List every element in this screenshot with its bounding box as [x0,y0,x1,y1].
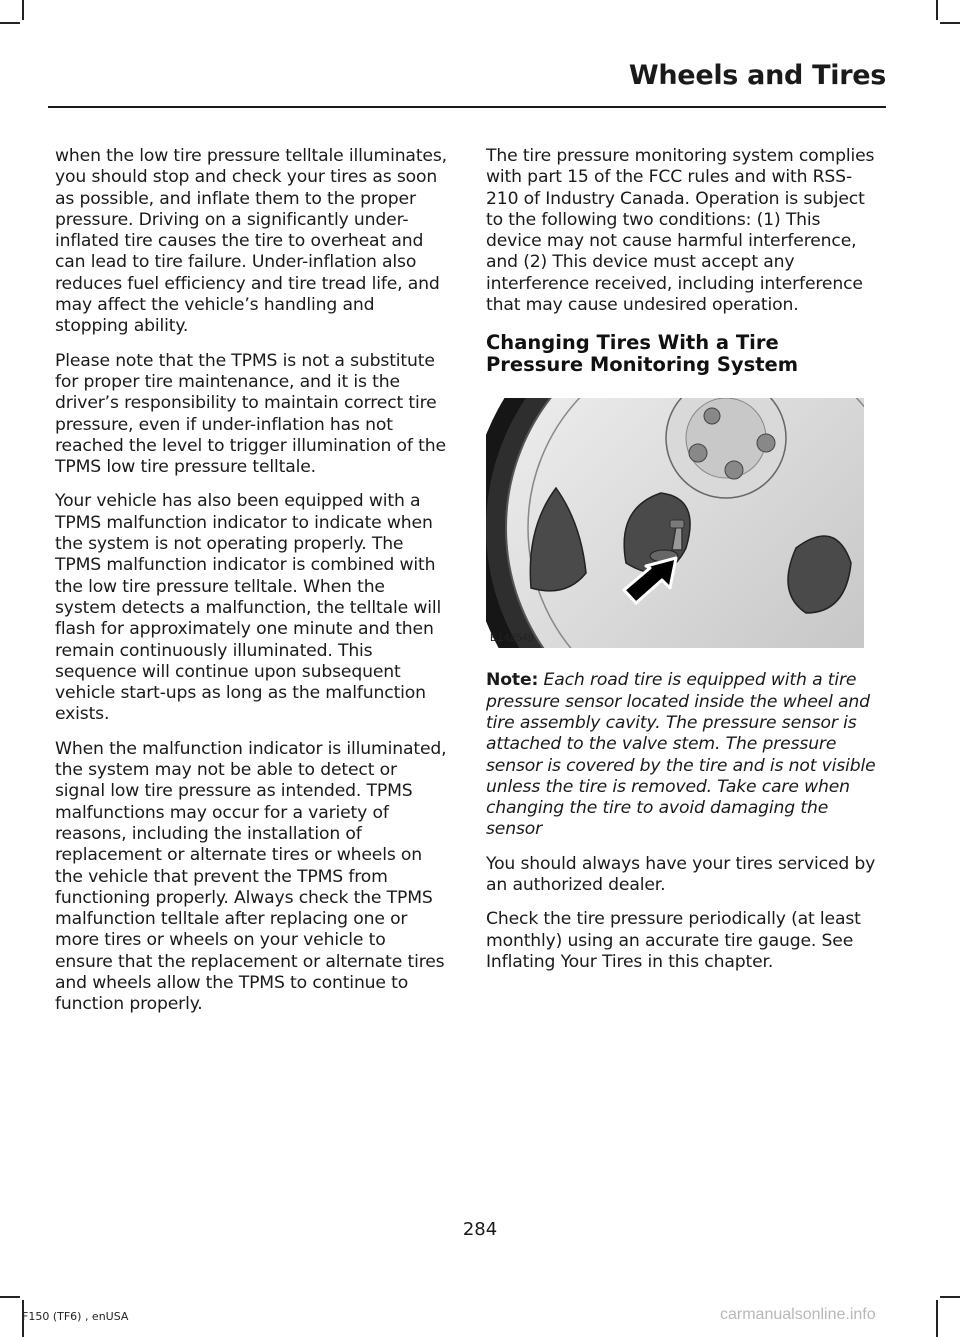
note-paragraph [486,670,880,840]
paragraph: Please note that the TPMS is not a substitute for proper tire maintenance, and it is the driver’s responsibility to maintain correct tire pressure, even if under-inflation has not reached the level to trigger illumination of the TPMS low tire pressure telltale. [55,350,446,478]
figure-id: E142549 [490,632,535,645]
wheel-illustration [486,398,864,648]
paragraph: When the malfunction indicator is illuminated, the system may not be able to detect or signal low tire pressure as intended. TPMS malfunctions may occur for a variety of reasons, including the installation of replacement or alternate tires or wheels on the vehicle that prevent the TPMS from functioning properly. Always check the TPMS malfunction telltale after replacing one or more tires or wheels on your vehicle to ensure that the replacement or alternate tires and wheels allow the TPMS to continue to function properly. [55,738,447,1015]
header-rule [48,106,886,108]
crop-mark [940,1296,960,1298]
crop-mark [936,1300,938,1337]
footer-text: F150 (TF6) , enUSA [22,1310,129,1323]
page-number: 284 [462,1219,498,1240]
left-column [55,146,447,1029]
tire-valve-illustration [486,398,864,648]
crop-mark [0,1296,20,1298]
watermark: carmanualsonline.info [720,1306,876,1323]
paragraph: Your vehicle has also been equipped with a TPMS malfunction indicator to indicate when the system is not operating properly. The TPMS malfunction indicator is combined with the low tire pressure telltale. When the system detects a malfunction, the telltale will flash for approximately one minute and then remain continuously illuminated. This sequence will continue upon subsequent vehicle start-ups as long as the malfunction exists. [55,491,442,725]
crop-mark [940,22,960,24]
crop-mark [936,0,938,20]
crop-mark [22,0,24,20]
paragraph-fcc: The tire pressure monitoring system complies with part 15 of the FCC rules and with RSS-210 of Industry Canada. Operation is subject to the following two conditions: (1) This device may not cause harmful interference, and (2) This device must accept any interference received, including interference that may cause undesired operation. [486,146,875,316]
page-title: Wheels and Tires [628,60,886,91]
paragraph: when the low tire pressure telltale illuminates, you should stop and check your tires as soon as possible, and inflate them to the proper pressure. Driving on a significantly under-inflated tire causes the tire to overheat and can lead to tire failure. Under-inflation also reduces fuel efficiency and tire tread life, and may affect the vehicle’s handling and stopping ability. [55,146,447,337]
paragraph-dealer: You should always have your tires serviced by an authorized dealer. [486,853,876,896]
paragraph-check: Check the tire pressure periodically (at least monthly) using an accurate tire gauge. See Inflating Your Tires in this chapter. [486,909,861,972]
crop-mark [0,22,20,24]
section-heading: Changing Tires With a Tire Pressure Monitoring System [486,331,799,377]
note-text: Each road tire is equipped with a tire pressure sensor located inside the wheel and tire assembly cavity. The pressure sensor is attached to the valve stem. The pressure sensor is covered by the tire and is not visible unless the tire is removed. Take care when changing the tire to avoid damaging the sensor [486,670,876,840]
right-column [486,146,880,986]
note-label: Note: [486,670,539,691]
